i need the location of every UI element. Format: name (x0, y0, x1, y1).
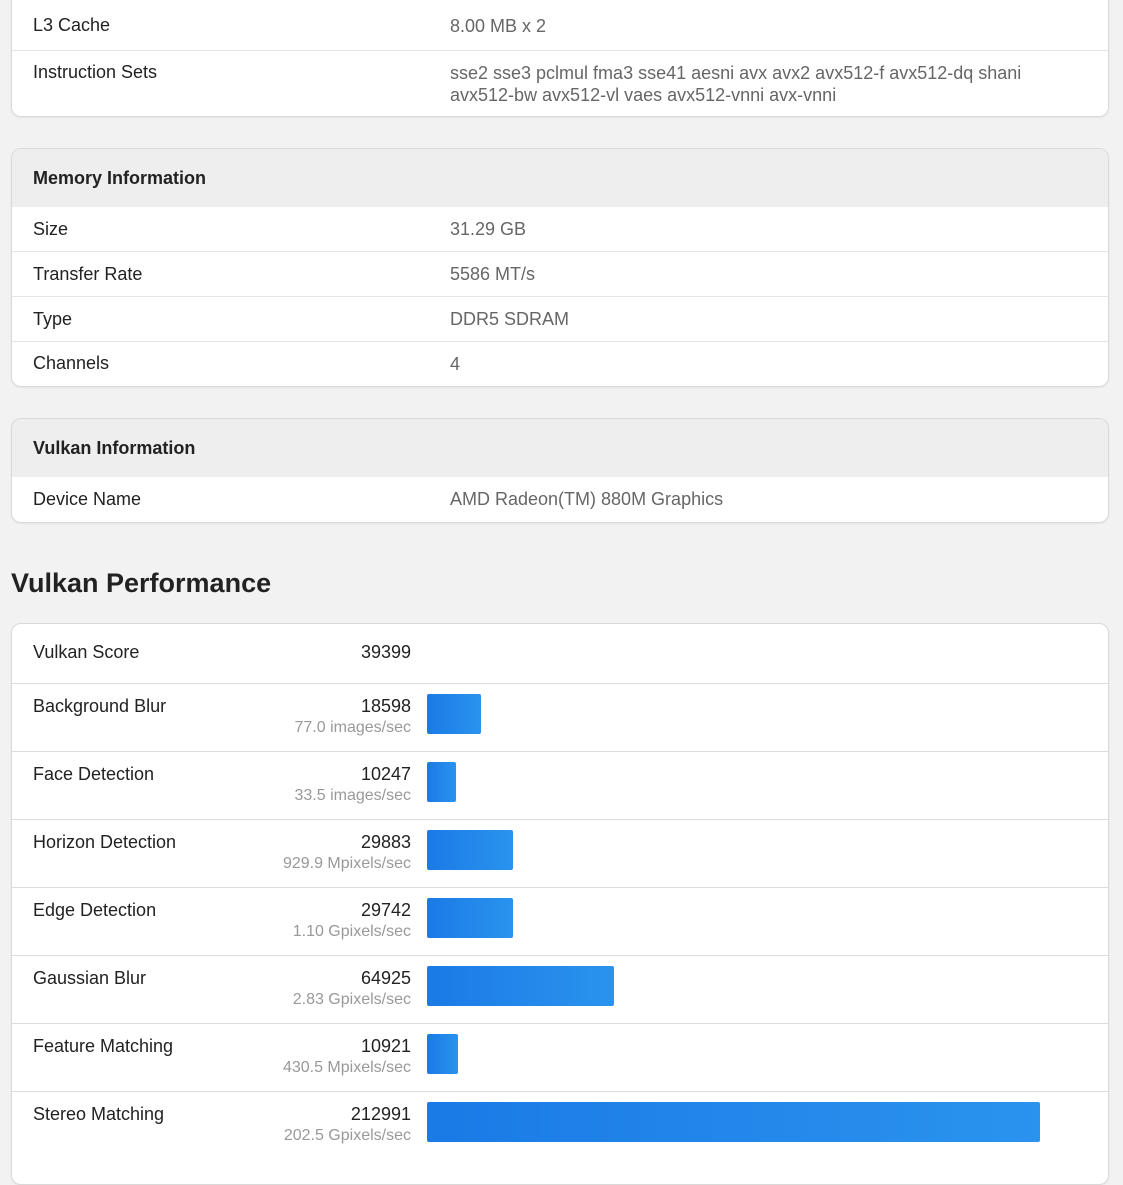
benchmark-row (12, 819, 1108, 887)
benchmark-score: 18598 (360, 696, 411, 716)
benchmark-name: Edge Detection (33, 900, 157, 920)
info-row-instruction-sets (12, 50, 1108, 116)
row-label: Size (33, 218, 69, 239)
benchmark-name: Background Blur (33, 696, 167, 716)
benchmark-name: Gaussian Blur (33, 968, 147, 988)
benchmark-row (12, 1091, 1108, 1159)
info-row-size (12, 207, 1108, 251)
section-title-vulkan-performance: Vulkan Performance (11, 568, 272, 598)
info-row-channels (12, 341, 1108, 385)
row-label: L3 Cache (33, 15, 111, 35)
benchmark-score: 212991 (350, 1104, 411, 1124)
info-row-transfer-rate (12, 251, 1108, 296)
benchmark-rate: 1.10 Gpixels/sec (292, 923, 411, 940)
benchmark-row (12, 683, 1108, 751)
benchmark-rate: 202.5 Gpixels/sec (283, 1127, 411, 1144)
vulkan-performance-card (11, 623, 1109, 1185)
benchmark-score-bar (427, 1034, 458, 1074)
row-label: Type (33, 308, 73, 329)
performance-tests-list (12, 683, 1108, 1159)
benchmark-name: Feature Matching (33, 1036, 174, 1056)
benchmark-row (12, 1023, 1108, 1091)
info-row-l3-cache (12, 0, 1108, 50)
benchmark-score-bar (427, 830, 513, 870)
card-title: Vulkan Information (12, 419, 1108, 477)
row-value: 8.00 MB x 2 (450, 15, 547, 36)
row-value: 5586 MT/s (450, 264, 536, 284)
vulkan-score-row (12, 624, 1108, 683)
benchmark-score: 64925 (360, 968, 411, 988)
benchmark-score-bar (427, 966, 614, 1006)
row-label: Instruction Sets (33, 62, 158, 82)
row-value: AMD Radeon(TM) 880M Graphics (450, 489, 724, 509)
row-value: sse2 sse3 pclmul fma3 sse41 aesni avx avx2 avx512-f avx512-dq shani avx512-bw avx512-vl vaes avx512-vnni avx-vnni (450, 63, 1022, 105)
card-title: Memory Information (12, 149, 1108, 207)
score-value: 39399 (360, 642, 411, 662)
benchmark-score-bar (427, 694, 481, 734)
benchmark-rate: 77.0 images/sec (294, 719, 411, 736)
info-row-device-name (12, 477, 1108, 521)
score-label: Vulkan Score (33, 642, 140, 662)
benchmark-rate: 33.5 images/sec (294, 787, 411, 804)
benchmark-score-bar (427, 1102, 1040, 1142)
benchmark-row (12, 751, 1108, 819)
benchmark-score-bar (427, 898, 513, 938)
row-label: Transfer Rate (33, 263, 143, 284)
benchmark-rate: 929.9 Mpixels/sec (282, 855, 411, 872)
row-value: 31.29 GB (450, 219, 527, 239)
benchmark-row (12, 887, 1108, 955)
benchmark-name: Stereo Matching (33, 1104, 165, 1124)
benchmark-rate: 2.83 Gpixels/sec (292, 991, 411, 1008)
benchmark-name: Face Detection (33, 764, 155, 784)
row-label: Channels (33, 353, 110, 373)
row-label: Device Name (33, 488, 142, 509)
cpu-information-card (11, 0, 1109, 117)
benchmark-row (12, 955, 1108, 1023)
row-value: DDR5 SDRAM (450, 309, 570, 329)
benchmark-score-bar (427, 762, 456, 802)
benchmark-rate: 430.5 Mpixels/sec (282, 1059, 411, 1076)
benchmark-score: 10247 (360, 764, 411, 784)
info-row-type (12, 296, 1108, 341)
benchmark-name: Horizon Detection (33, 832, 177, 852)
vulkan-information-card (11, 418, 1109, 523)
benchmark-score: 29742 (360, 900, 411, 920)
benchmark-score: 29883 (360, 832, 411, 852)
memory-information-card (11, 148, 1109, 387)
row-value: 4 (450, 353, 461, 374)
benchmark-score: 10921 (360, 1036, 411, 1056)
